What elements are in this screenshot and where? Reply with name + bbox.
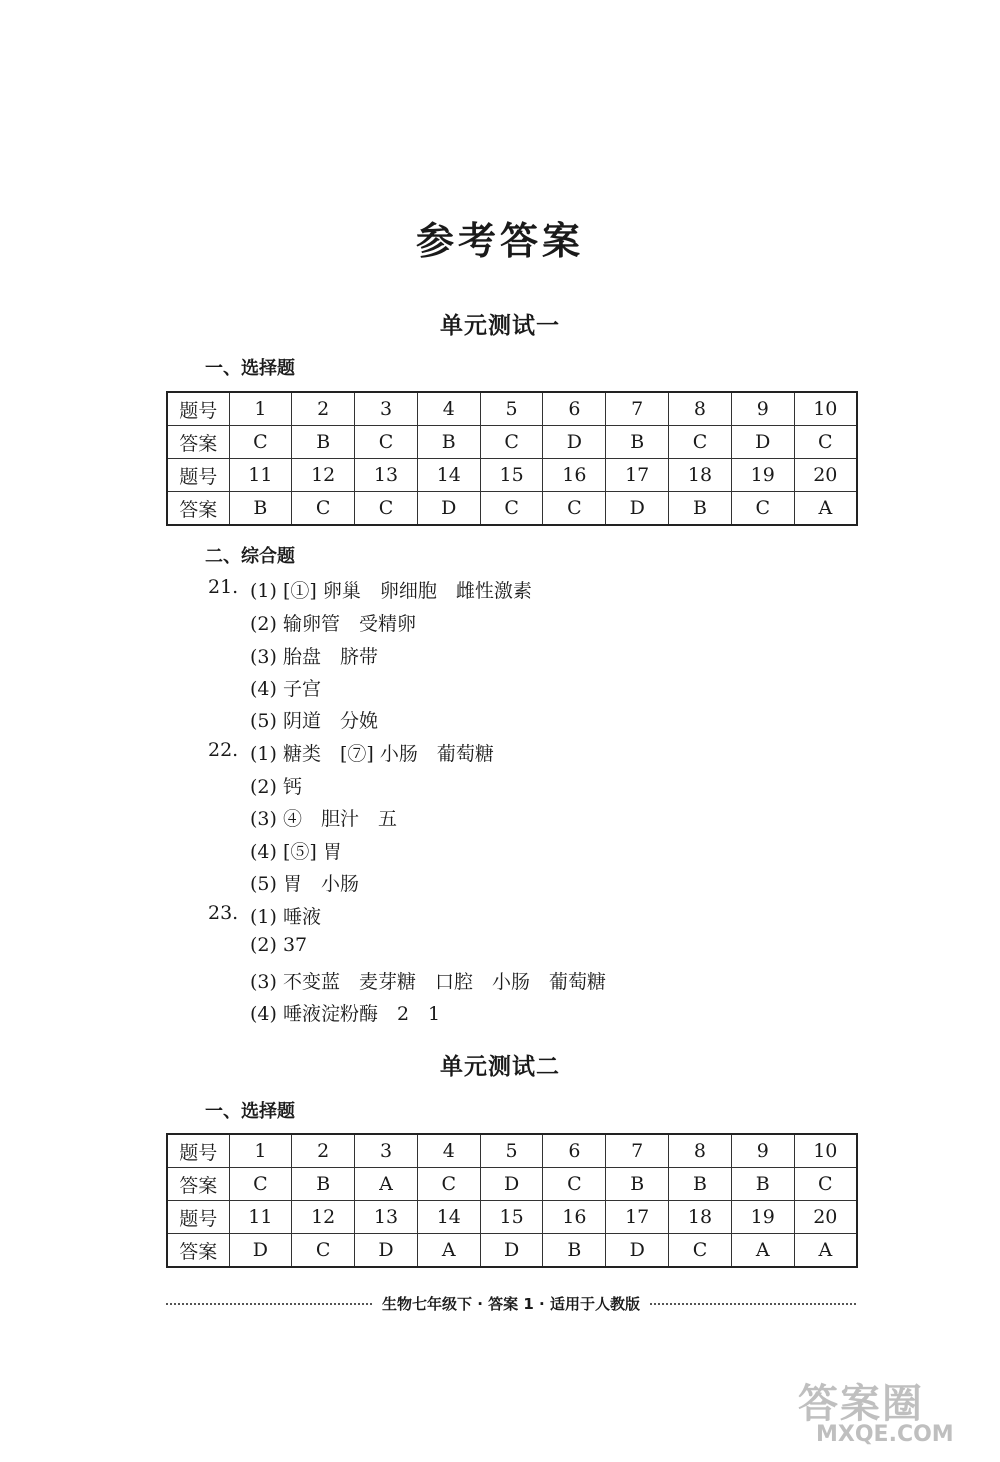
unit-1-title: 单元测试一 [440,313,560,339]
unit-1-table-cell: 19 [731,459,794,492]
unit-2-table-row-label: 答案 [167,1168,229,1201]
question-23-part-3: (3) 不变蓝 麦芽糖 口腔 小肠 葡萄糖 [250,971,606,993]
question-23-number: 23. [208,902,239,924]
unit-2-table-row-1 [167,1134,857,1168]
question-21-number: 21. [208,576,239,598]
unit-2-table-row-label: 题号 [167,1201,229,1234]
question-22-part-4: (4) [⑤] 胃 [250,841,342,863]
unit-1-table-cell: C [229,426,292,459]
unit-1-table-cell: C [292,492,355,526]
unit-2-table-cell: B [669,1168,732,1201]
unit-1-table-cell: C [480,426,543,459]
question-22-part-5: (5) 胃 小肠 [250,873,359,895]
unit-1-table-cell: B [606,426,669,459]
unit-1-choice-heading: 一、选择题 [205,358,295,379]
unit-2-title: 单元测试二 [440,1054,560,1080]
unit-2-table-cell: D [355,1234,418,1268]
unit-1-table-cell: C [669,426,732,459]
unit-2-table-cell: B [606,1168,669,1201]
page-footer [166,1293,856,1314]
unit-1-answer-table [166,391,858,526]
unit-1-table-cell: C [794,426,857,459]
question-21-part-3: (3) 胎盘 脐带 [250,646,378,668]
unit-2-table-row-4 [167,1234,857,1268]
unit-2-choice-heading: 一、选择题 [205,1101,295,1122]
unit-2-table-cell: 5 [480,1134,543,1168]
question-23-part-2: (2) 37 [250,934,308,956]
unit-2-table-cell: 11 [229,1201,292,1234]
unit-1-table-cell: 11 [229,459,292,492]
unit-2-table-cell: 16 [543,1201,606,1234]
unit-1-table-cell: C [731,492,794,526]
unit-2-table-cell: C [229,1168,292,1201]
unit-1-table-cell: B [229,492,292,526]
question-22-number: 22. [208,739,239,761]
unit-2-table-cell: C [794,1168,857,1201]
watermark-logo [790,1370,990,1450]
unit-2-table-cell: A [794,1234,857,1268]
unit-2-table-row-label: 题号 [167,1134,229,1168]
unit-1-table-cell: 6 [543,392,606,426]
unit-1-table-cell: 5 [480,392,543,426]
unit-2-table-row-3 [167,1201,857,1234]
page-title: 参考答案 [415,219,584,263]
unit-1-table-row-label: 题号 [167,459,229,492]
unit-1-table-row-label: 答案 [167,492,229,526]
unit-1-table-cell: 13 [355,459,418,492]
unit-2-answer-table [166,1133,858,1268]
unit-1-table-cell: 2 [292,392,355,426]
unit-1-table-row-1 [167,392,857,426]
unit-2-table-cell: 7 [606,1134,669,1168]
footer-dotted-rule-right [650,1303,856,1305]
question-21-part-5: (5) 阴道 分娩 [250,710,378,732]
question-22-part-1: (1) 糖类 [⑦] 小肠 葡萄糖 [250,743,494,765]
unit-1-table-cell: C [355,492,418,526]
unit-1-table-cell: 14 [417,459,480,492]
question-22-part-3: (3) ④ 胆汁 五 [250,808,397,830]
unit-2-table-cell: B [292,1168,355,1201]
unit-2-table-cell: 13 [355,1201,418,1234]
unit-2-table-cell: 6 [543,1134,606,1168]
unit-1-table-cell: 7 [606,392,669,426]
question-21-part-2: (2) 输卵管 受精卵 [250,613,416,635]
unit-2-table-cell: C [669,1234,732,1268]
unit-2-table-cell: 17 [606,1201,669,1234]
unit-1-table-cell: 15 [480,459,543,492]
unit-2-table-cell: A [355,1168,418,1201]
unit-1-table-cell: C [543,492,606,526]
unit-2-table-cell: C [543,1168,606,1201]
watermark-main-text: 答案圈 [798,1381,924,1427]
unit-2-table-cell: 19 [731,1201,794,1234]
unit-2-table-cell: 8 [669,1134,732,1168]
watermark-sub-text: MXQE.COM [816,1422,954,1447]
unit-1-table-cell: D [543,426,606,459]
unit-1-table-cell: D [606,492,669,526]
unit-1-comprehensive-heading: 二、综合题 [205,546,295,567]
unit-1-table-cell: C [355,426,418,459]
unit-2-table-row-label: 答案 [167,1234,229,1268]
unit-1-table-cell: B [669,492,732,526]
unit-1-table-row-3 [167,459,857,492]
unit-2-table-cell: 9 [731,1134,794,1168]
question-23-part-1: (1) 唾液 [250,906,321,928]
unit-2-table-cell: D [480,1168,543,1201]
unit-1-table-row-2 [167,426,857,459]
unit-2-table-row-2 [167,1168,857,1201]
unit-1-table-cell: 12 [292,459,355,492]
unit-2-table-cell: C [292,1234,355,1268]
unit-1-table-cell: 1 [229,392,292,426]
question-21-part-4: (4) 子宫 [250,678,321,700]
unit-1-table-cell: 10 [794,392,857,426]
unit-1-table-cell: B [417,426,480,459]
unit-1-table-row-4 [167,492,857,526]
unit-1-table-cell: 18 [669,459,732,492]
unit-1-table-row-label: 答案 [167,426,229,459]
footer-text: 生物七年级下 · 答案 1 · 适用于人教版 [382,1295,640,1313]
unit-2-table-cell: B [543,1234,606,1268]
unit-2-table-cell: D [480,1234,543,1268]
question-21-part-1: (1) [①] 卵巢 卵细胞 雌性激素 [250,580,532,602]
unit-2-table-cell: 3 [355,1134,418,1168]
unit-1-table-cell: C [480,492,543,526]
unit-2-table-cell: 12 [292,1201,355,1234]
unit-2-table-cell: A [417,1234,480,1268]
question-23-part-4: (4) 唾液淀粉酶 2 1 [250,1003,441,1025]
question-22-part-2: (2) 钙 [250,776,302,798]
unit-1-table-cell: B [292,426,355,459]
unit-2-table-cell: D [229,1234,292,1268]
unit-1-table-row-label: 题号 [167,392,229,426]
unit-2-table-cell: 4 [417,1134,480,1168]
unit-2-table-cell: 18 [669,1201,732,1234]
unit-2-table-cell: 1 [229,1134,292,1168]
unit-1-table-cell: 17 [606,459,669,492]
unit-1-table-cell: 9 [731,392,794,426]
unit-2-table-cell: B [731,1168,794,1201]
unit-1-table-cell: 20 [794,459,857,492]
unit-2-table-cell: 10 [794,1134,857,1168]
footer-dotted-rule-left [166,1303,372,1305]
unit-1-table-cell: 3 [355,392,418,426]
unit-2-table-cell: 14 [417,1201,480,1234]
unit-2-table-cell: D [606,1234,669,1268]
unit-2-table-cell: C [417,1168,480,1201]
unit-1-table-cell: 8 [669,392,732,426]
unit-2-table-cell: 15 [480,1201,543,1234]
unit-2-table-cell: 20 [794,1201,857,1234]
unit-2-table-cell: 2 [292,1134,355,1168]
unit-1-table-cell: D [731,426,794,459]
unit-1-table-cell: A [794,492,857,526]
unit-1-table-cell: 4 [417,392,480,426]
unit-1-table-cell: 16 [543,459,606,492]
unit-2-table-cell: A [731,1234,794,1268]
unit-1-table-cell: D [417,492,480,526]
